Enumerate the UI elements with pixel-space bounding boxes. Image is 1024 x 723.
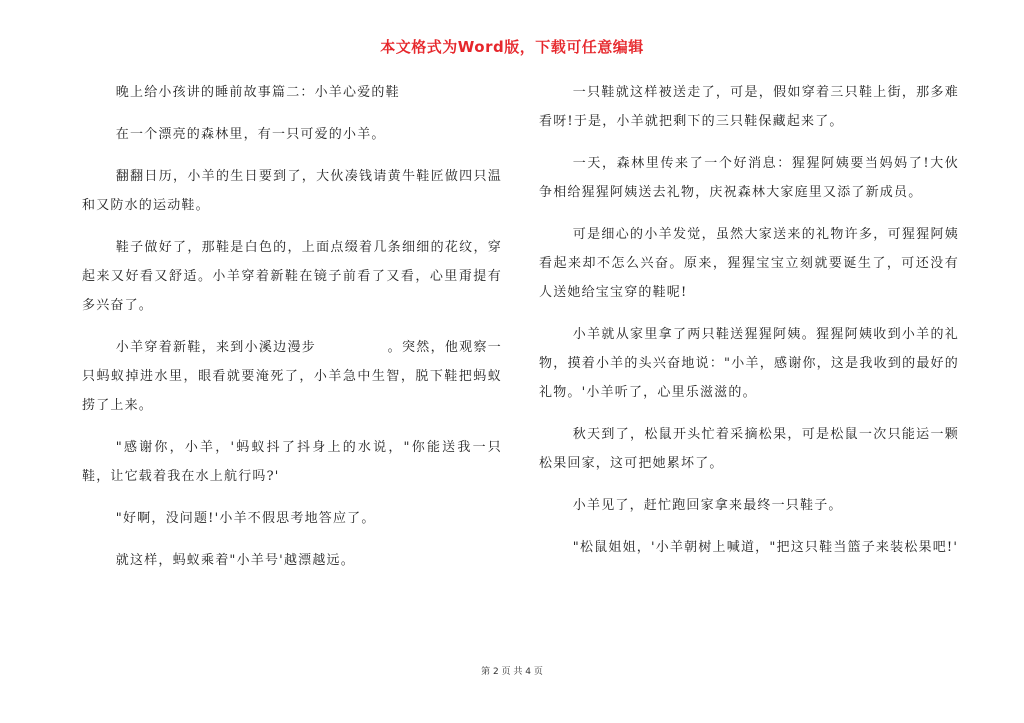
- paragraph: 一天，森林里传来了一个好消息：猩猩阿姨要当妈妈了!大伙争相给猩猩阿姨送去礼物，庆祝森林大家庭里又添了新成员。: [539, 156, 959, 200]
- paragraph: 一只鞋就这样被送走了，可是，假如穿着三只鞋上街，那多难看呀!于是，小羊就把剩下的三只鞋保藏起来了。: [539, 85, 959, 129]
- paragraph: 秋天到了，松鼠开头忙着采摘松果，可是松鼠一次只能运一颗松果回家，这可把她累坏了。: [539, 427, 959, 471]
- paragraph: 鞋子做好了，那鞋是白色的，上面点缀着几条细细的花纹，穿起来又好看又舒适。小羊穿着新鞋在镜子前看了又看，心里甭提有多兴奋了。: [82, 240, 502, 313]
- document-header-title: 本文格式为Word版，下载可任意编辑: [380, 38, 644, 56]
- paragraph: 小羊就从家里拿了两只鞋送猩猩阿姨。猩猩阿姨收到小羊的礼物，摸着小羊的头兴奋地说："小羊，感谢你，这是我收到的最好的礼物。'小羊听了，心里乐滋滋的。: [539, 327, 959, 400]
- left-text-column: [82, 78, 502, 588]
- paragraph: "感谢你，小羊，'蚂蚁抖了抖身上的水说，"你能送我一只鞋，让它载着我在水上航行吗?': [82, 440, 502, 484]
- paragraph: 就这样，蚂蚁乘着"小羊号'越漂越远。: [115, 553, 355, 568]
- paragraph: 小羊见了，赶忙跑回家拿来最终一只鞋子。: [572, 498, 843, 513]
- paragraph: 小羊穿着新鞋，来到小溪边漫步 。突然，他观察一只蚂蚁掉进水里，眼看就要淹死了，小羊急中生智，脱下鞋把蚂蚁捞了上来。: [82, 340, 502, 413]
- paragraph: 在一个漂亮的森林里，有一只可爱的小羊。: [115, 127, 386, 142]
- paragraph: "松鼠姐姐，'小羊朝树上喊道，"把这只鞋当篮子来装松果吧!': [572, 540, 959, 555]
- paragraph: 可是细心的小羊发觉，虽然大家送来的礼物许多，可猩猩阿姨看起来却不怎么兴奋。原来，猩猩宝宝立刻就要诞生了，可还没有人送她给宝宝穿的鞋呢!: [539, 227, 959, 300]
- paragraph: 翻翻日历，小羊的生日要到了，大伙凑钱请黄牛鞋匠做四只温和又防水的运动鞋。: [82, 169, 502, 213]
- page-number-footer: 第 2 页 共 4 页: [481, 667, 543, 677]
- paragraph-story-title: 晚上给小孩讲的睡前故事篇二：小羊心爱的鞋: [115, 85, 400, 100]
- paragraph: "好啊，没问题!'小羊不假思考地答应了。: [115, 511, 376, 526]
- right-text-column: [539, 78, 959, 575]
